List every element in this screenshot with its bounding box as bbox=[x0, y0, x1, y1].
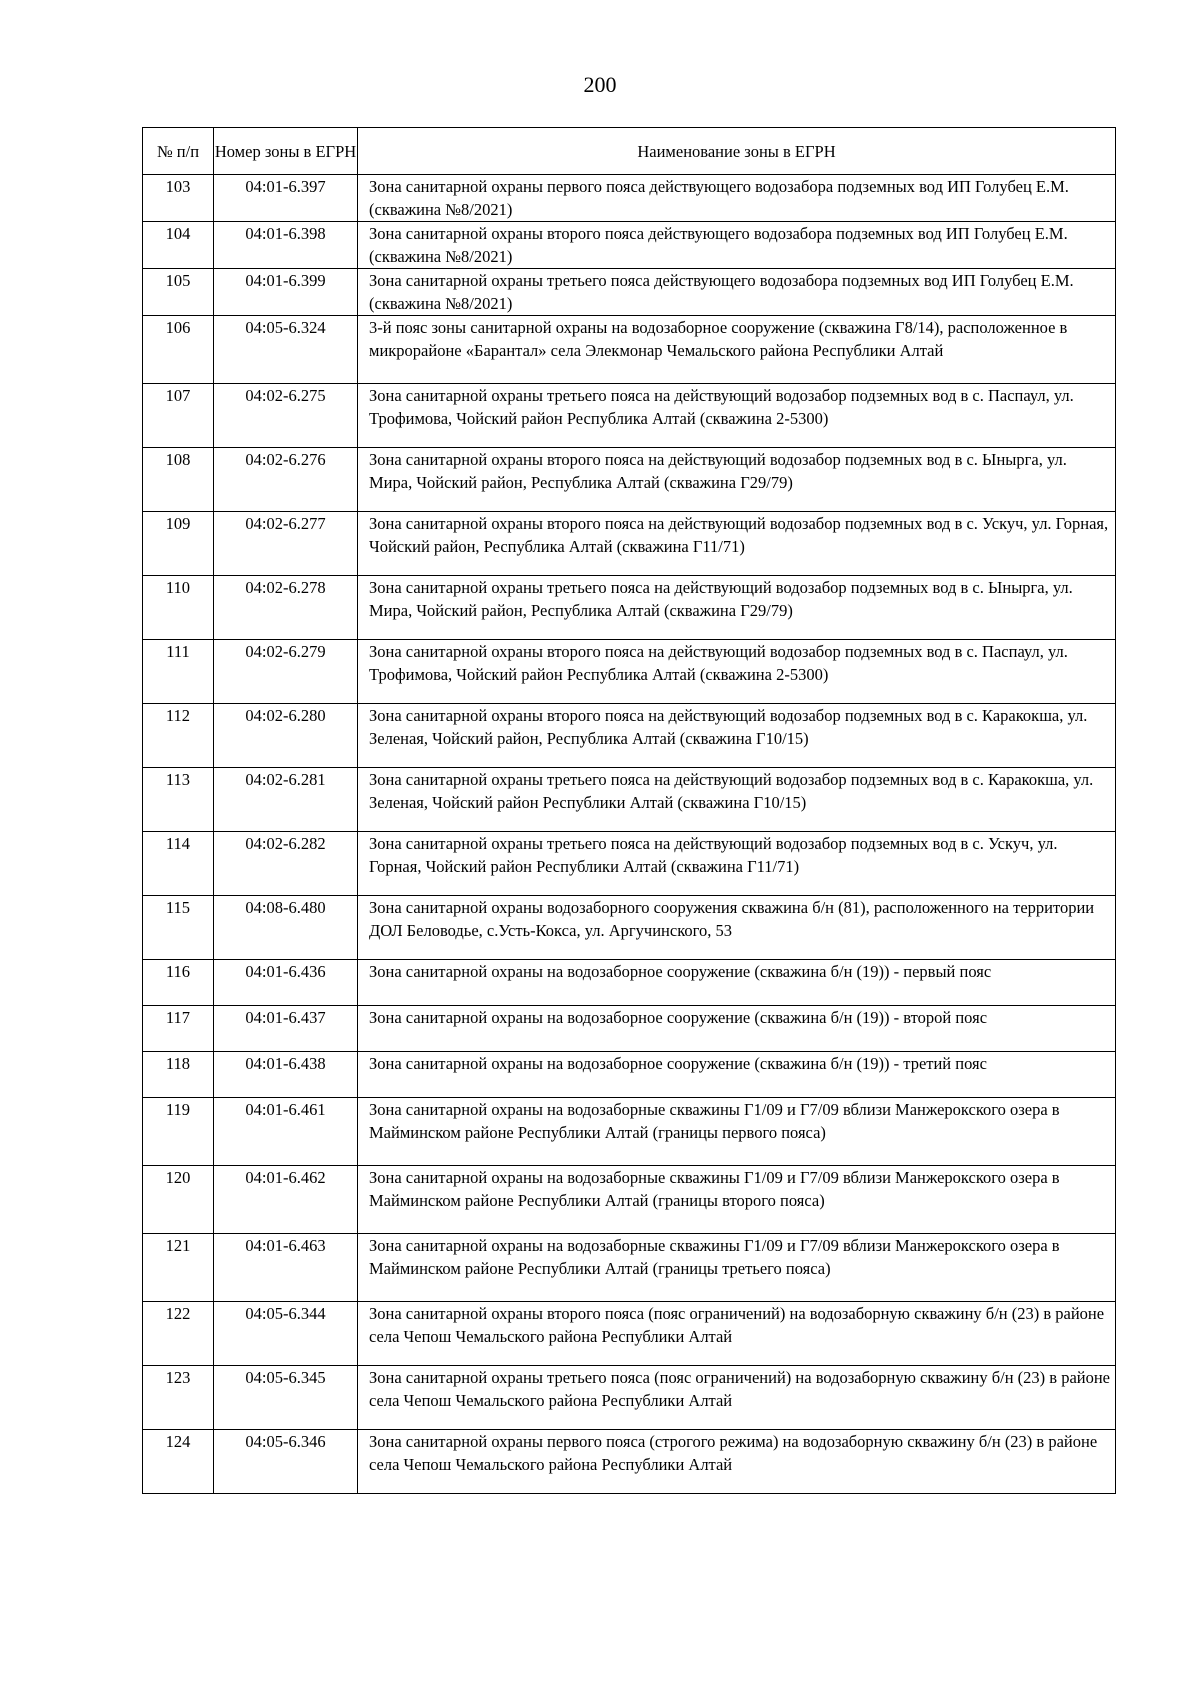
table-row bbox=[143, 896, 1116, 960]
table-row bbox=[143, 1366, 1116, 1430]
zone-name: Зона санитарной охраны первого пояса действующего водозабора подземных вод ИП Голубец Е.М. (скважина №8/2021) bbox=[358, 175, 1116, 222]
zone-name: Зона санитарной охраны второго пояса на действующий водозабор подземных вод в с. Ынырга, ул. Мира, Чойский район, Республика Алтай (скважина Г29/79) bbox=[358, 448, 1116, 512]
row-number: 118 bbox=[143, 1052, 214, 1098]
row-number: 107 bbox=[143, 384, 214, 448]
zone-code: 04:05-6.344 bbox=[214, 1302, 358, 1366]
zone-code: 04:01-6.397 bbox=[214, 175, 358, 222]
zone-code: 04:05-6.346 bbox=[214, 1430, 358, 1494]
row-number: 112 bbox=[143, 704, 214, 768]
table-row bbox=[143, 1052, 1116, 1098]
zone-name: Зона санитарной охраны третьего пояса (пояс ограничений) на водозаборную скважину б/н (23) в районе села Чепош Чемальского района Республики Алтай bbox=[358, 1366, 1116, 1430]
row-number: 111 bbox=[143, 640, 214, 704]
table-row bbox=[143, 1006, 1116, 1052]
zone-code: 04:01-6.436 bbox=[214, 960, 358, 1006]
table-row bbox=[143, 1098, 1116, 1166]
zone-name: Зона санитарной охраны на водозаборные скважины Г1/09 и Г7/09 вблизи Манжерокского озера в Майминском районе Республики Алтай (границы третьего пояса) bbox=[358, 1234, 1116, 1302]
zone-name: Зона санитарной охраны на водозаборное сооружение (скважина б/н (19)) - первый пояс bbox=[358, 960, 1116, 1006]
row-number: 123 bbox=[143, 1366, 214, 1430]
zone-name: Зона санитарной охраны третьего пояса действующего водозабора подземных вод ИП Голубец Е.М. (скважина №8/2021) bbox=[358, 269, 1116, 316]
header-zone-code: Номер зоны в ЕГРН bbox=[214, 128, 358, 175]
table-row bbox=[143, 316, 1116, 384]
zone-code: 04:02-6.278 bbox=[214, 576, 358, 640]
zone-name: Зона санитарной охраны третьего пояса на действующий водозабор подземных вод в с. Паспаул, ул. Трофимова, Чойский район Республика Алтай (скважина 2-5300) bbox=[358, 384, 1116, 448]
table-row bbox=[143, 1302, 1116, 1366]
zone-name: Зона санитарной охраны второго пояса (пояс ограничений) на водозаборную скважину б/н (23) в районе села Чепош Чемальского района Республики Алтай bbox=[358, 1302, 1116, 1366]
table-row bbox=[143, 704, 1116, 768]
zone-code: 04:01-6.462 bbox=[214, 1166, 358, 1234]
zone-code: 04:02-6.281 bbox=[214, 768, 358, 832]
zone-code: 04:01-6.438 bbox=[214, 1052, 358, 1098]
header-zone-name: Наименование зоны в ЕГРН bbox=[358, 128, 1116, 175]
zone-name: Зона санитарной охраны второго пояса действующего водозабора подземных вод ИП Голубец Е.М. (скважина №8/2021) bbox=[358, 222, 1116, 269]
zone-name: Зона санитарной охраны второго пояса на действующий водозабор подземных вод в с. Ускуч, ул. Горная, Чойский район, Республика Алтай (скважина Г11/71) bbox=[358, 512, 1116, 576]
row-number: 113 bbox=[143, 768, 214, 832]
zone-code: 04:01-6.461 bbox=[214, 1098, 358, 1166]
table-row bbox=[143, 1166, 1116, 1234]
table-row bbox=[143, 960, 1116, 1006]
zones-table bbox=[142, 127, 1116, 1494]
table-row bbox=[143, 768, 1116, 832]
zone-code: 04:05-6.324 bbox=[214, 316, 358, 384]
table-row bbox=[143, 384, 1116, 448]
row-number: 105 bbox=[143, 269, 214, 316]
row-number: 121 bbox=[143, 1234, 214, 1302]
row-number: 120 bbox=[143, 1166, 214, 1234]
zone-code: 04:02-6.282 bbox=[214, 832, 358, 896]
row-number: 115 bbox=[143, 896, 214, 960]
zone-code: 04:02-6.275 bbox=[214, 384, 358, 448]
zone-code: 04:05-6.345 bbox=[214, 1366, 358, 1430]
table-row bbox=[143, 640, 1116, 704]
zone-code: 04:01-6.437 bbox=[214, 1006, 358, 1052]
row-number: 116 bbox=[143, 960, 214, 1006]
zone-code: 04:01-6.398 bbox=[214, 222, 358, 269]
zone-name: Зона санитарной охраны водозаборного сооружения скважина б/н (81), расположенного на территории ДОЛ Беловодье, с.Усть-Кокса, ул. Аргучинского, 53 bbox=[358, 896, 1116, 960]
zone-name: Зона санитарной охраны на водозаборное сооружение (скважина б/н (19)) - третий пояс bbox=[358, 1052, 1116, 1098]
zone-name: Зона санитарной охраны второго пояса на действующий водозабор подземных вод в с. Паспаул, ул. Трофимова, Чойский район Республика Алтай (скважина 2-5300) bbox=[358, 640, 1116, 704]
zone-code: 04:02-6.279 bbox=[214, 640, 358, 704]
row-number: 114 bbox=[143, 832, 214, 896]
page-number: 200 bbox=[583, 72, 617, 97]
zone-code: 04:08-6.480 bbox=[214, 896, 358, 960]
row-number: 108 bbox=[143, 448, 214, 512]
zone-code: 04:01-6.463 bbox=[214, 1234, 358, 1302]
zone-name: Зона санитарной охраны на водозаборные скважины Г1/09 и Г7/09 вблизи Манжерокского озера в Майминском районе Республики Алтай (границы первого пояса) bbox=[358, 1098, 1116, 1166]
table-row bbox=[143, 576, 1116, 640]
zone-code: 04:01-6.399 bbox=[214, 269, 358, 316]
row-number: 106 bbox=[143, 316, 214, 384]
table-header-row bbox=[143, 128, 1116, 175]
zone-name: Зона санитарной охраны второго пояса на действующий водозабор подземных вод в с. Каракокша, ул. Зеленая, Чойский район, Республика Алтай (скважина Г10/15) bbox=[358, 704, 1116, 768]
row-number: 124 bbox=[143, 1430, 214, 1494]
header-number: № п/п bbox=[143, 128, 214, 175]
table-row bbox=[143, 1430, 1116, 1494]
zone-name: Зона санитарной охраны на водозаборные скважины Г1/09 и Г7/09 вблизи Манжерокского озера в Майминском районе Республики Алтай (границы второго пояса) bbox=[358, 1166, 1116, 1234]
table-row bbox=[143, 269, 1116, 316]
table-row bbox=[143, 832, 1116, 896]
row-number: 119 bbox=[143, 1098, 214, 1166]
table-row bbox=[143, 1234, 1116, 1302]
zone-name: Зона санитарной охраны на водозаборное сооружение (скважина б/н (19)) - второй пояс bbox=[358, 1006, 1116, 1052]
zone-name: 3-й пояс зоны санитарной охраны на водозаборное сооружение (скважина Г8/14), расположенное в микрорайоне «Барантал» села Элекмонар Чемальского района Республики Алтай bbox=[358, 316, 1116, 384]
row-number: 117 bbox=[143, 1006, 214, 1052]
row-number: 103 bbox=[143, 175, 214, 222]
zone-code: 04:02-6.276 bbox=[214, 448, 358, 512]
row-number: 122 bbox=[143, 1302, 214, 1366]
row-number: 110 bbox=[143, 576, 214, 640]
row-number: 104 bbox=[143, 222, 214, 269]
zone-code: 04:02-6.277 bbox=[214, 512, 358, 576]
zone-code: 04:02-6.280 bbox=[214, 704, 358, 768]
table-row bbox=[143, 448, 1116, 512]
table-row bbox=[143, 175, 1116, 222]
zone-name: Зона санитарной охраны третьего пояса на действующий водозабор подземных вод в с. Каракокша, ул. Зеленая, Чойский район Республики Алтай (скважина Г10/15) bbox=[358, 768, 1116, 832]
zone-name: Зона санитарной охраны третьего пояса на действующий водозабор подземных вод в с. Ынырга, ул. Мира, Чойский район, Республика Алтай (скважина Г29/79) bbox=[358, 576, 1116, 640]
zone-name: Зона санитарной охраны первого пояса (строгого режима) на водозаборную скважину б/н (23) в районе села Чепош Чемальского района Республики Алтай bbox=[358, 1430, 1116, 1494]
table-row bbox=[143, 222, 1116, 269]
table-row bbox=[143, 512, 1116, 576]
zone-name: Зона санитарной охраны третьего пояса на действующий водозабор подземных вод в с. Ускуч, ул. Горная, Чойский район Республики Алтай (скважина Г11/71) bbox=[358, 832, 1116, 896]
row-number: 109 bbox=[143, 512, 214, 576]
